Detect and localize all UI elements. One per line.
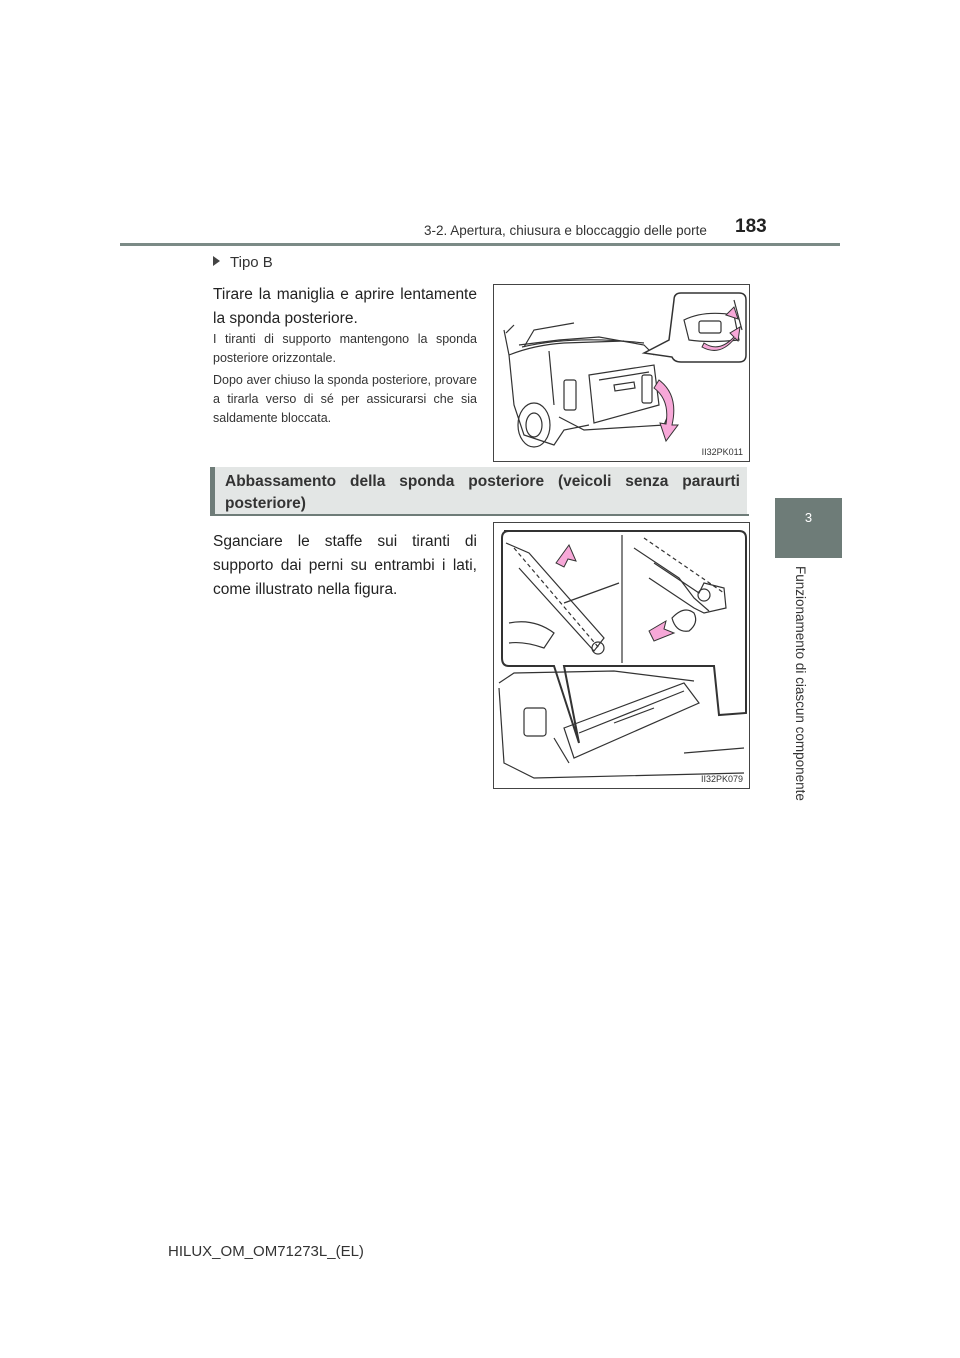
page-number: 183 — [735, 216, 767, 237]
subheading-text: Tipo B — [230, 254, 273, 271]
strap-release-illustration — [494, 523, 749, 788]
chapter-side-label: Funzionamento di ciascun componente — [793, 566, 808, 801]
chapter-tab-number: 3 — [804, 510, 813, 525]
document-code: HILUX_OM_OM71273L_(EL) — [168, 1243, 364, 1260]
instruction-1: Tirare la maniglia e aprire lentamente la sponda posteriore. — [213, 286, 477, 327]
subheading — [213, 254, 273, 271]
figure-code: II32PK011 — [701, 447, 743, 457]
triangle-bullet-icon — [213, 256, 220, 266]
note-2: Dopo aver chiuso la sponda posteriore, provare a tirarla verso di sé per assicurarsi che sia saldamente bloccata. — [213, 373, 477, 425]
truck-rear-illustration — [494, 285, 749, 461]
header-rule — [120, 243, 840, 246]
instruction-2: Sganciare le staffe sui tiranti di supporto dai perni su entrambi i lati, come illustrato nella figura. — [213, 533, 477, 598]
side-label-wrap — [790, 566, 810, 801]
note-1: I tiranti di supporto mantengono la sponda posteriore orizzontale. — [213, 332, 477, 365]
figure-strap-release — [493, 522, 750, 789]
chapter-title: 3-2. Apertura, chiusura e bloccaggio delle porte — [424, 223, 707, 238]
figure-code: II32PK079 — [700, 774, 743, 784]
figure-tailgate-open — [493, 284, 750, 462]
section-header-bar — [210, 467, 215, 515]
chapter-tab — [775, 498, 842, 558]
section-title: Abbassamento della sponda posteriore (veicoli senza paraurti posteriore) — [225, 473, 740, 512]
